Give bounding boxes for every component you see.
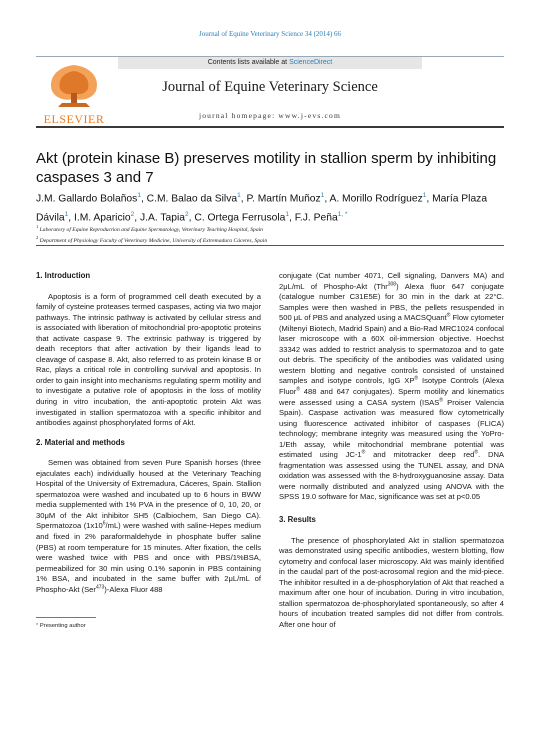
sciencedirect-link[interactable]: ScienceDirect	[289, 59, 333, 66]
author-name[interactable]: A. Morillo Rodríguez	[329, 193, 423, 205]
running-head: Journal of Equine Veterinary Science 34 (2014) 66	[199, 30, 341, 38]
affiliation-line	[36, 234, 504, 245]
affiliation-mark: 1	[36, 224, 39, 229]
contents-prefix: Contents lists available at	[207, 59, 290, 66]
journal-cover-image	[452, 61, 504, 123]
registered-mark: ®	[414, 375, 419, 382]
affiliation-line	[36, 223, 504, 234]
author-affiliation-mark: 2	[130, 211, 135, 219]
author-list: J.M. Gallardo Bolaños$^1$, C.M. Balao da Silva$^1$, P. Martín Muñoz$^1$, A. Morillo Rodríguez$^1$, María Plaza Dávila$^1$, I.M. Aparicio$^2$, J.A. Tapia$^2$, C. Ortega Ferrusola$^1$, F.J. Peña$^{1, *}$	[36, 192, 488, 224]
methods-text-2: /mL) were washed with saline-Hepes medium and fixed in 2% paraformaldehyde in phosphate buffer saline (PBS) at room temperature for 15 minutes. After fixation, the cells were washed twice with PBS and once with PBS/1%BSA, permeabilized for 30 min using 0.1% saponin in PBS containing 1% BSA, and incubated in the same buffer with 2μL/mL of Phospho-Akt (Ser	[36, 521, 261, 594]
author-affiliation-mark: 1	[285, 211, 290, 219]
elsevier-tree-icon	[36, 59, 112, 111]
journal-title: Journal of Equine Veterinary Science	[162, 79, 378, 95]
methods-cont-text-f: Proiser Valencia Spain). Caspase activation was measured flow cytometrically using fluorescence activated inhibitor of caspases (FLICA) technology; membrane integrity was measured using the YoPro-1/Eth assay, while mitochondrial membrane potential was estimated using JC-1	[279, 397, 504, 460]
author-name[interactable]: I.M. Aparicio	[73, 212, 131, 224]
methods-cont-text-g: and mitotracker deep red	[365, 450, 475, 460]
footnote	[36, 623, 86, 629]
methods-continued-paragraph	[279, 271, 504, 503]
affiliation-text: Laboratory of Equine Reproduction and Equine Spermatology, Veterinary Teaching Hospital, Spain	[39, 226, 263, 233]
journal-homepage[interactable]: journal homepage: www.j-evs.com	[198, 111, 342, 120]
methods-heading: 2. Material and methods	[36, 437, 125, 447]
methods-cont-sup: 308	[387, 281, 397, 288]
registered-mark: ®	[474, 449, 479, 456]
registered-mark: ®	[439, 397, 443, 404]
author-name[interactable]: J.A. Tapia	[140, 212, 186, 224]
journal-masthead	[36, 56, 504, 128]
methods-cont-text-e: 488 and 647 conjugates). Sperm motility and kinematics were assessed using a CASA system (ISAS	[279, 387, 504, 407]
methods-cont-text-b: ) Alexa fluor 647 conjugate (catalogue number C31E5E) for 30 min in the dark at 22°C. Samples were then washed in PBS, the pellets resuspended in 500 μL of PBS and analyzed using a MACSQuant	[279, 281, 504, 323]
left-column	[36, 271, 261, 595]
footnote-text: Presenting author	[39, 623, 86, 629]
methods-cont-text-c: Flow cytometer (Miltenyi Biotech, Madrid Spain) and a Bio-Rad MRC1024 confocal laser microscope with a 60X oil-immersion objective. Hoechst 33342 was added to restrict analysis to spermatozoa and to gate out debris. The specificity of the antibodies was validated using western blotting and negative controls consisted of unstained samples and isotype controls, IgG XP	[279, 313, 504, 386]
author-name[interactable]: F.J. Peña	[294, 212, 338, 224]
publisher-name: ELSEVIER	[43, 112, 105, 126]
registered-mark: ®	[361, 449, 366, 456]
methods-sup-1: 6	[102, 520, 106, 527]
author-name[interactable]: C. Ortega Ferrusola	[194, 212, 286, 224]
introduction-heading: 1. Introduction	[36, 271, 91, 280]
article-title: Akt (protein kinase B) preserves motility in stallion sperm by inhibiting caspases 3 and 7	[36, 150, 497, 186]
author-affiliation-mark: 1	[237, 192, 241, 199]
author-name[interactable]: C.M. Balao da Silva	[146, 193, 238, 205]
registered-mark: ®	[446, 312, 451, 319]
methods-cont-text-a: conjugate (Cat number 4071, Cell signaling, Danvers MA) and 2μL/mL of Phospho-Akt (Thr	[279, 271, 504, 291]
introduction-paragraph: Apoptosis is a form of programmed cell death executed by a family of cysteine proteases termed caspases, acting via two major pathways. The intrinsic pathway is activated by cellular stress and is associated with liberation of mitochondrial pro-apoptotic proteins that activate caspase 9. The extrinsic pathway is triggered by death receptors that after activation by their ligands lead to cleavage of caspase 8. Akt, also referred to as protein kinase B or Rac, plays a critical role in controlling survival and apoptosis. In order to gain insight into mechanisms regulating sperm motility and to investigate a putative role of apoptosis in the loss of motility during in vitro incubation, the anti-apoptotic protein Akt was investigated in stallion spermatozoa with a specific inhibitor and antibodies against phosphorylated forms of Akt.	[36, 291, 261, 428]
author-name[interactable]: P. Martín Muñoz	[246, 193, 321, 205]
methods-cont-text-h: . DNA fragmentation was assessed using the TUNEL assay, and DNA oxidation was assessed with the 8-hydroxyguanosine assay. Data were normally distributed and analyzed using ANOVA with the SPSS 19.0 software for Mac, significance was set at p<0.05	[279, 450, 504, 502]
right-column	[279, 271, 504, 631]
methods-cont-text-d: Isotype Controls (Alexa Fluor	[279, 376, 504, 397]
registered-mark: ®	[296, 386, 300, 393]
affiliation-mark: 2	[36, 234, 39, 240]
methods-sup-2: 473	[95, 584, 105, 591]
footnote-mark: *	[36, 623, 39, 629]
results-paragraph: The presence of phosphorylated Akt in stallion spermatozoa was demonstrated using specific antibodies, western blotting, flow cytometry and confocal laser microscopy. Akt was mainly identified in the caudal part of the post-acrosomal region and the mid-piece. The inhibitor resulted in a de-phosphorylation of Akt that reached a maximum after one hour of incubation. During in vitro incubation, stallion spermatozoa de-phosphorylated spontaneously, so after 4 hours of incubation treated samples did not differ from controls. After one hour of	[279, 535, 504, 629]
author-affiliation-mark: 1	[320, 192, 325, 199]
affiliation-text: Department of Physiology Faculty of Veterinary Medicine, University of Extremadura Cáceres, Spain	[39, 237, 268, 244]
author-affiliation-mark: 1, *	[337, 211, 348, 219]
author-affiliation-mark: 1	[64, 211, 69, 219]
footnote-divider	[36, 617, 96, 618]
author-affiliation-mark: 2	[185, 211, 189, 219]
results-heading: 3. Results	[279, 515, 316, 525]
author-name[interactable]: J.M. Gallardo Bolaños	[36, 193, 138, 205]
elsevier-logo	[36, 59, 112, 126]
affiliations	[36, 223, 504, 245]
methods-text-1: Semen was obtained from seven Pure Spanish horses (three ejaculates each) individually housed at the Veterinary Teaching Hospital of the University of Extremadura, Cáceres, Spain. Stallion spermatozoa were washed and incubated up to 6 hours in BWW media supplemented with 1% PVA in the presence of 0, 10, 20, or 30μM of the Akt inhibitor SH5 (Calbiochem, San Diego CA). Spermatozoa (1x10	[36, 458, 261, 531]
methods-text-3: )-Alexa Fluor 488	[104, 584, 163, 594]
methods-paragraph	[36, 458, 261, 595]
header-divider	[36, 245, 504, 246]
author-name[interactable]: María Plaza Dávila	[36, 193, 488, 224]
contents-bar	[118, 57, 422, 69]
author-affiliation-mark: 1	[137, 192, 141, 199]
author-affiliation-mark: 1	[422, 192, 427, 199]
